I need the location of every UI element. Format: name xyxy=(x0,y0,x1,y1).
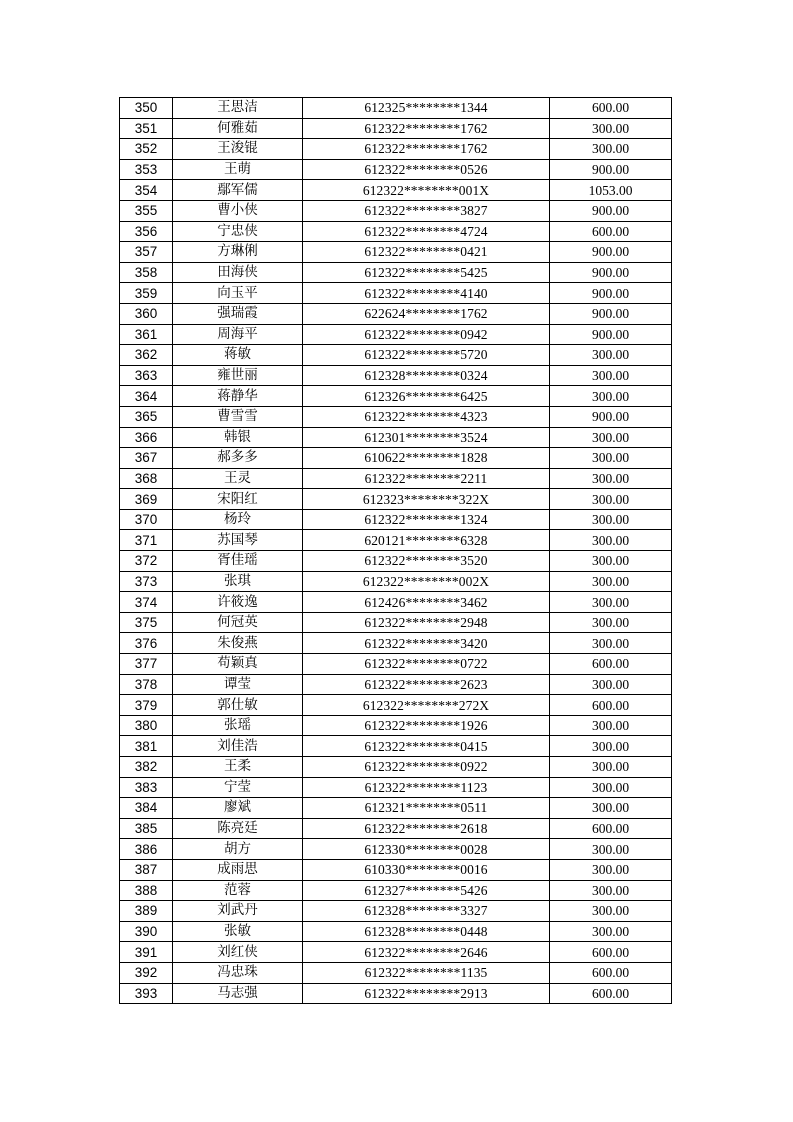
name-cell: 鄢军儒 xyxy=(173,180,303,201)
row-number-cell: 352 xyxy=(120,139,173,160)
row-number-cell: 392 xyxy=(120,962,173,983)
row-number-cell: 380 xyxy=(120,715,173,736)
row-number-cell: 366 xyxy=(120,427,173,448)
name-cell: 何冠英 xyxy=(173,612,303,633)
amount-cell: 300.00 xyxy=(550,427,672,448)
name-cell: 刘佳浩 xyxy=(173,736,303,757)
row-number-cell: 358 xyxy=(120,262,173,283)
id-number-cell: 612322********5425 xyxy=(303,262,550,283)
row-number-cell: 359 xyxy=(120,283,173,304)
name-cell: 朱俊燕 xyxy=(173,633,303,654)
name-cell: 方琳俐 xyxy=(173,242,303,263)
table-row xyxy=(120,798,672,819)
roster-table-body xyxy=(120,98,672,1004)
table-row xyxy=(120,283,672,304)
name-cell: 王萌 xyxy=(173,159,303,180)
row-number-cell: 374 xyxy=(120,592,173,613)
amount-cell: 300.00 xyxy=(550,736,672,757)
row-number-cell: 351 xyxy=(120,118,173,139)
name-cell: 王灵 xyxy=(173,468,303,489)
name-cell: 宋阳红 xyxy=(173,489,303,510)
amount-cell: 600.00 xyxy=(550,98,672,119)
table-row xyxy=(120,654,672,675)
id-number-cell: 612322********001X xyxy=(303,180,550,201)
table-row xyxy=(120,200,672,221)
id-number-cell: 612325********1344 xyxy=(303,98,550,119)
amount-cell: 300.00 xyxy=(550,901,672,922)
row-number-cell: 361 xyxy=(120,324,173,345)
id-number-cell: 612322********0421 xyxy=(303,242,550,263)
table-row xyxy=(120,839,672,860)
id-number-cell: 612322********1762 xyxy=(303,118,550,139)
row-number-cell: 376 xyxy=(120,633,173,654)
amount-cell: 300.00 xyxy=(550,715,672,736)
table-row xyxy=(120,386,672,407)
row-number-cell: 378 xyxy=(120,674,173,695)
row-number-cell: 393 xyxy=(120,983,173,1004)
id-number-cell: 612301********3524 xyxy=(303,427,550,448)
name-cell: 周海平 xyxy=(173,324,303,345)
table-row xyxy=(120,592,672,613)
amount-cell: 900.00 xyxy=(550,283,672,304)
row-number-cell: 353 xyxy=(120,159,173,180)
table-row xyxy=(120,983,672,1004)
amount-cell: 300.00 xyxy=(550,777,672,798)
table-row xyxy=(120,880,672,901)
amount-cell: 300.00 xyxy=(550,468,672,489)
name-cell: 苏国琴 xyxy=(173,530,303,551)
table-row xyxy=(120,571,672,592)
name-cell: 谭莹 xyxy=(173,674,303,695)
name-cell: 韩银 xyxy=(173,427,303,448)
amount-cell: 600.00 xyxy=(550,818,672,839)
amount-cell: 1053.00 xyxy=(550,180,672,201)
id-number-cell: 612321********0511 xyxy=(303,798,550,819)
row-number-cell: 387 xyxy=(120,859,173,880)
amount-cell: 900.00 xyxy=(550,262,672,283)
name-cell: 雍世丽 xyxy=(173,365,303,386)
name-cell: 许筱逸 xyxy=(173,592,303,613)
id-number-cell: 612322********1762 xyxy=(303,139,550,160)
id-number-cell: 612322********0942 xyxy=(303,324,550,345)
row-number-cell: 354 xyxy=(120,180,173,201)
name-cell: 宁莹 xyxy=(173,777,303,798)
row-number-cell: 369 xyxy=(120,489,173,510)
id-number-cell: 612322********1123 xyxy=(303,777,550,798)
amount-cell: 300.00 xyxy=(550,592,672,613)
table-row xyxy=(120,818,672,839)
amount-cell: 300.00 xyxy=(550,118,672,139)
name-cell: 刘红侠 xyxy=(173,942,303,963)
row-number-cell: 385 xyxy=(120,818,173,839)
name-cell: 王柔 xyxy=(173,757,303,778)
amount-cell: 600.00 xyxy=(550,221,672,242)
name-cell: 田海侠 xyxy=(173,262,303,283)
name-cell: 范蓉 xyxy=(173,880,303,901)
id-number-cell: 612330********0028 xyxy=(303,839,550,860)
id-number-cell: 612322********3420 xyxy=(303,633,550,654)
id-number-cell: 620121********6328 xyxy=(303,530,550,551)
amount-cell: 300.00 xyxy=(550,674,672,695)
amount-cell: 300.00 xyxy=(550,489,672,510)
name-cell: 冯忠珠 xyxy=(173,962,303,983)
id-number-cell: 612322********2913 xyxy=(303,983,550,1004)
row-number-cell: 370 xyxy=(120,509,173,530)
name-cell: 成雨思 xyxy=(173,859,303,880)
row-number-cell: 362 xyxy=(120,345,173,366)
table-row xyxy=(120,859,672,880)
table-row xyxy=(120,427,672,448)
row-number-cell: 389 xyxy=(120,901,173,922)
table-row xyxy=(120,674,672,695)
row-number-cell: 350 xyxy=(120,98,173,119)
table-row xyxy=(120,942,672,963)
table-row xyxy=(120,695,672,716)
row-number-cell: 368 xyxy=(120,468,173,489)
amount-cell: 600.00 xyxy=(550,695,672,716)
amount-cell: 600.00 xyxy=(550,983,672,1004)
table-row xyxy=(120,118,672,139)
table-row xyxy=(120,901,672,922)
name-cell: 苟颖真 xyxy=(173,654,303,675)
id-number-cell: 610622********1828 xyxy=(303,448,550,469)
amount-cell: 900.00 xyxy=(550,200,672,221)
amount-cell: 300.00 xyxy=(550,839,672,860)
table-row xyxy=(120,509,672,530)
amount-cell: 300.00 xyxy=(550,551,672,572)
id-number-cell: 612328********0324 xyxy=(303,365,550,386)
table-row xyxy=(120,962,672,983)
table-row xyxy=(120,777,672,798)
amount-cell: 900.00 xyxy=(550,324,672,345)
id-number-cell: 612322********2623 xyxy=(303,674,550,695)
id-number-cell: 612322********2618 xyxy=(303,818,550,839)
amount-cell: 300.00 xyxy=(550,448,672,469)
id-number-cell: 612322********3827 xyxy=(303,200,550,221)
id-number-cell: 612322********0922 xyxy=(303,757,550,778)
table-row xyxy=(120,406,672,427)
id-number-cell: 612322********1135 xyxy=(303,962,550,983)
table-row xyxy=(120,633,672,654)
table-row xyxy=(120,448,672,469)
row-number-cell: 377 xyxy=(120,654,173,675)
table-row xyxy=(120,303,672,324)
id-number-cell: 612326********6425 xyxy=(303,386,550,407)
amount-cell: 300.00 xyxy=(550,798,672,819)
row-number-cell: 367 xyxy=(120,448,173,469)
row-number-cell: 386 xyxy=(120,839,173,860)
name-cell: 王浚锟 xyxy=(173,139,303,160)
id-number-cell: 612322********4323 xyxy=(303,406,550,427)
name-cell: 廖斌 xyxy=(173,798,303,819)
row-number-cell: 375 xyxy=(120,612,173,633)
id-number-cell: 612323********322X xyxy=(303,489,550,510)
name-cell: 胥佳瑶 xyxy=(173,551,303,572)
name-cell: 张瑶 xyxy=(173,715,303,736)
name-cell: 强瑞霞 xyxy=(173,303,303,324)
row-number-cell: 363 xyxy=(120,365,173,386)
id-number-cell: 612322********1926 xyxy=(303,715,550,736)
table-row xyxy=(120,242,672,263)
table-row xyxy=(120,530,672,551)
id-number-cell: 612328********3327 xyxy=(303,901,550,922)
row-number-cell: 355 xyxy=(120,200,173,221)
amount-cell: 300.00 xyxy=(550,365,672,386)
row-number-cell: 371 xyxy=(120,530,173,551)
amount-cell: 300.00 xyxy=(550,345,672,366)
amount-cell: 300.00 xyxy=(550,139,672,160)
id-number-cell: 612327********5426 xyxy=(303,880,550,901)
table-row xyxy=(120,180,672,201)
amount-cell: 900.00 xyxy=(550,303,672,324)
row-number-cell: 381 xyxy=(120,736,173,757)
name-cell: 张敏 xyxy=(173,921,303,942)
table-row xyxy=(120,262,672,283)
name-cell: 宁忠侠 xyxy=(173,221,303,242)
amount-cell: 300.00 xyxy=(550,530,672,551)
amount-cell: 300.00 xyxy=(550,386,672,407)
name-cell: 蒋静华 xyxy=(173,386,303,407)
row-number-cell: 384 xyxy=(120,798,173,819)
row-number-cell: 364 xyxy=(120,386,173,407)
amount-cell: 300.00 xyxy=(550,571,672,592)
id-number-cell: 612322********272X xyxy=(303,695,550,716)
id-number-cell: 612322********0722 xyxy=(303,654,550,675)
table-row xyxy=(120,551,672,572)
name-cell: 郝多多 xyxy=(173,448,303,469)
id-number-cell: 612322********0415 xyxy=(303,736,550,757)
amount-cell: 900.00 xyxy=(550,159,672,180)
amount-cell: 300.00 xyxy=(550,509,672,530)
table-row xyxy=(120,921,672,942)
row-number-cell: 365 xyxy=(120,406,173,427)
id-number-cell: 612322********2646 xyxy=(303,942,550,963)
amount-cell: 600.00 xyxy=(550,654,672,675)
row-number-cell: 360 xyxy=(120,303,173,324)
name-cell: 何雅茹 xyxy=(173,118,303,139)
id-number-cell: 612328********0448 xyxy=(303,921,550,942)
id-number-cell: 612322********4724 xyxy=(303,221,550,242)
name-cell: 张琪 xyxy=(173,571,303,592)
amount-cell: 300.00 xyxy=(550,859,672,880)
id-number-cell: 612322********3520 xyxy=(303,551,550,572)
name-cell: 郭仕敏 xyxy=(173,695,303,716)
name-cell: 马志强 xyxy=(173,983,303,1004)
amount-cell: 900.00 xyxy=(550,242,672,263)
roster-table xyxy=(119,97,672,1004)
name-cell: 王思洁 xyxy=(173,98,303,119)
table-row xyxy=(120,159,672,180)
table-row xyxy=(120,736,672,757)
id-number-cell: 612322********1324 xyxy=(303,509,550,530)
id-number-cell: 612426********3462 xyxy=(303,592,550,613)
name-cell: 胡方 xyxy=(173,839,303,860)
row-number-cell: 379 xyxy=(120,695,173,716)
table-row xyxy=(120,612,672,633)
name-cell: 曹小侠 xyxy=(173,200,303,221)
row-number-cell: 373 xyxy=(120,571,173,592)
row-number-cell: 388 xyxy=(120,880,173,901)
name-cell: 曹雪雪 xyxy=(173,406,303,427)
table-row xyxy=(120,715,672,736)
id-number-cell: 612322********002X xyxy=(303,571,550,592)
table-row xyxy=(120,757,672,778)
id-number-cell: 622624********1762 xyxy=(303,303,550,324)
name-cell: 蒋敏 xyxy=(173,345,303,366)
table-row xyxy=(120,324,672,345)
amount-cell: 300.00 xyxy=(550,757,672,778)
amount-cell: 300.00 xyxy=(550,921,672,942)
table-row xyxy=(120,468,672,489)
table-row xyxy=(120,139,672,160)
row-number-cell: 357 xyxy=(120,242,173,263)
amount-cell: 900.00 xyxy=(550,406,672,427)
id-number-cell: 612322********2948 xyxy=(303,612,550,633)
amount-cell: 300.00 xyxy=(550,633,672,654)
amount-cell: 600.00 xyxy=(550,962,672,983)
name-cell: 陈亮廷 xyxy=(173,818,303,839)
table-row xyxy=(120,365,672,386)
id-number-cell: 612322********4140 xyxy=(303,283,550,304)
table-row xyxy=(120,98,672,119)
row-number-cell: 390 xyxy=(120,921,173,942)
row-number-cell: 372 xyxy=(120,551,173,572)
name-cell: 杨玲 xyxy=(173,509,303,530)
table-row xyxy=(120,345,672,366)
row-number-cell: 382 xyxy=(120,757,173,778)
name-cell: 向玉平 xyxy=(173,283,303,304)
id-number-cell: 610330********0016 xyxy=(303,859,550,880)
table-row xyxy=(120,489,672,510)
amount-cell: 600.00 xyxy=(550,942,672,963)
amount-cell: 300.00 xyxy=(550,880,672,901)
id-number-cell: 612322********0526 xyxy=(303,159,550,180)
name-cell: 刘武丹 xyxy=(173,901,303,922)
row-number-cell: 383 xyxy=(120,777,173,798)
table-row xyxy=(120,221,672,242)
row-number-cell: 356 xyxy=(120,221,173,242)
id-number-cell: 612322********5720 xyxy=(303,345,550,366)
row-number-cell: 391 xyxy=(120,942,173,963)
id-number-cell: 612322********2211 xyxy=(303,468,550,489)
amount-cell: 300.00 xyxy=(550,612,672,633)
